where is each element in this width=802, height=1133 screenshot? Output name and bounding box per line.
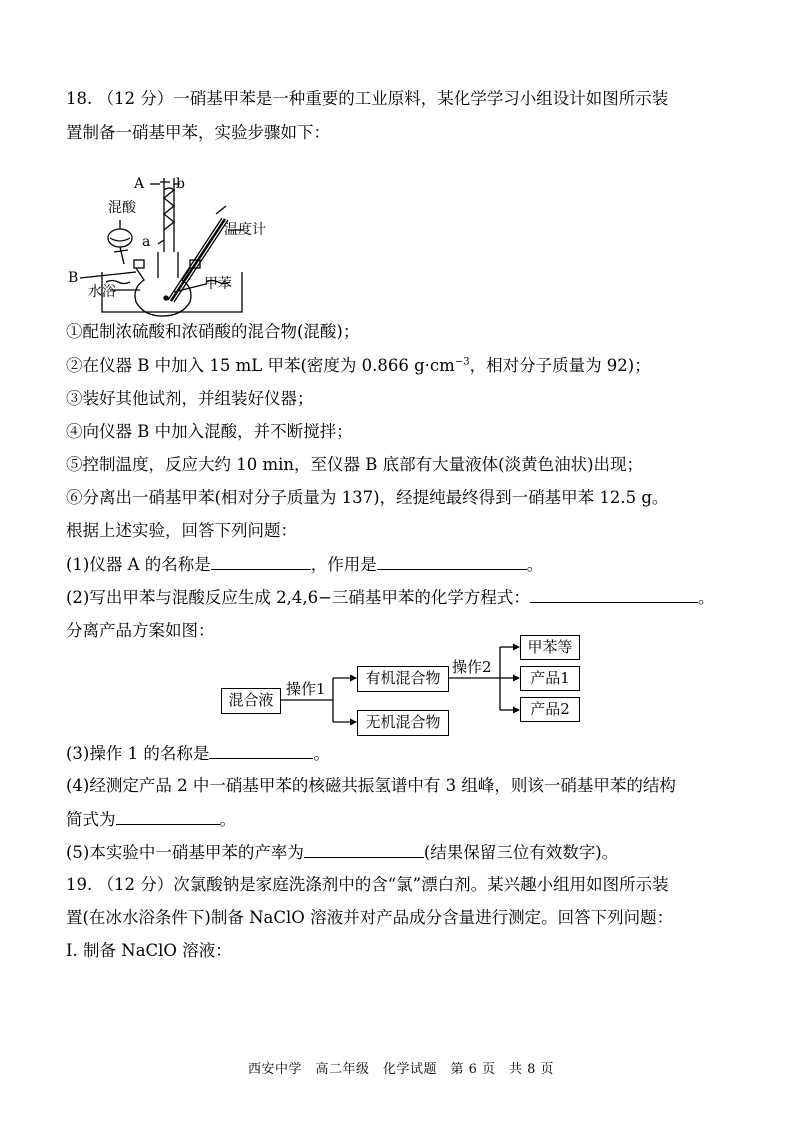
label-water-bath: 水浴 <box>88 284 116 300</box>
label-A: A <box>134 176 145 192</box>
label-B: B <box>68 270 79 286</box>
question-2 <box>66 586 714 609</box>
question-5 <box>66 841 618 864</box>
q18-line2: 置制备一硝基甲苯，实验步骤如下： <box>66 123 330 142</box>
step-4: ④向仪器 B 中加入混酸，并不断搅拌； <box>66 422 353 441</box>
step-2-text-b: ，相对分子质量为 92)； <box>469 356 651 375</box>
flow-product2-box: 产品2 <box>520 697 580 722</box>
question-4-line1: (4)经测定产品 2 中一硝基甲苯的核磁共振氢谱中有 3 组峰，则该一硝基甲苯的结构 <box>66 776 676 795</box>
q3-text-b: 。 <box>313 744 330 763</box>
q4-text-a: 简式为 <box>66 810 116 829</box>
step-2-superscript: −3 <box>454 356 470 368</box>
label-mixed-acid: 混酸 <box>108 200 136 216</box>
step-6: ⑥分离出一硝基甲苯(相对分子质量为 137)，经提纯最终得到一硝基甲苯 12.5 g。 <box>66 488 669 507</box>
apparatus-figure <box>66 160 286 320</box>
q2-text-a: (2)写出甲苯与混酸反应生成 2,4,6−三硝基甲苯的化学方程式： <box>66 588 530 607</box>
question-1 <box>66 553 543 576</box>
q2-blank-equation[interactable] <box>530 586 698 603</box>
page-footer: 西安中学 高二年级 化学试题 第 6 页 共 8 页 <box>247 1062 555 1077</box>
flow-mixture-box: 混合液 <box>221 688 281 714</box>
question-4-line2 <box>66 808 236 831</box>
q1-text-c: 。 <box>526 555 544 574</box>
q5-blank[interactable] <box>304 841 424 858</box>
q2-text-b: 。 <box>697 588 715 607</box>
q4-blank[interactable] <box>116 808 220 825</box>
q4-text-b: 。 <box>219 810 236 829</box>
q19-line3: I. 制备 NaClO 溶液： <box>66 941 232 960</box>
flow-inorganic-box: 无机混合物 <box>357 710 449 736</box>
step-2-text-a: ②在仪器 B 中加入 15 mL 甲苯(密度为 0.866 g·cm <box>66 356 455 375</box>
flow-toluene-box: 甲苯等 <box>520 635 580 660</box>
step-2 <box>66 355 651 377</box>
q19-line1: 19. （12 分）次氯酸钠是家庭洗涤剂中的含“氯”漂白剂。某兴趣小组用如图所示装 <box>66 875 669 894</box>
step-5: ⑤控制温度，反应大约 10 min，至仪器 B 底部有大量液体(淡黄色油状)出现； <box>66 455 644 474</box>
q1-blank-name[interactable] <box>211 553 311 570</box>
label-a: a <box>142 234 151 250</box>
q5-text-a: (5)本实验中一硝基甲苯的产率为 <box>66 843 304 862</box>
questions-intro: 根据上述实验，回答下列问题： <box>66 521 297 540</box>
q1-text-a: (1)仪器 A 的名称是 <box>66 555 211 574</box>
label-thermometer: 温度计 <box>224 222 266 238</box>
flow-op2-label: 操作2 <box>452 658 492 676</box>
step-1: ①配制浓硫酸和浓硝酸的混合物(混酸)； <box>66 322 360 341</box>
step-3: ③装好其他试剂，并组装好仪器； <box>66 389 314 408</box>
label-toluene: 甲苯 <box>204 276 232 292</box>
separation-flow-diagram <box>0 630 802 740</box>
q18-line1: 18. （12 分）一硝基甲苯是一种重要的工业原料，某化学学习小组设计如图所示装 <box>66 89 669 108</box>
flow-product1-box: 产品1 <box>520 666 580 691</box>
q5-text-b: (结果保留三位有效数字)。 <box>423 843 619 862</box>
q3-blank[interactable] <box>209 742 313 759</box>
q1-blank-purpose[interactable] <box>377 553 527 570</box>
scheme-intro: 分离产品方案如图： <box>66 621 215 640</box>
question-3 <box>66 742 330 765</box>
flow-op1-label: 操作1 <box>286 680 326 698</box>
q3-text-a: (3)操作 1 的名称是 <box>66 744 210 763</box>
q19-line2: 置(在冰水浴条件下)制备 NaClO 溶液并对产品成分含量进行测定。回答下列问题： <box>66 908 674 927</box>
q1-text-b: ，作用是 <box>310 555 377 574</box>
label-b: b <box>176 176 185 192</box>
flow-organic-box: 有机混合物 <box>357 666 449 692</box>
